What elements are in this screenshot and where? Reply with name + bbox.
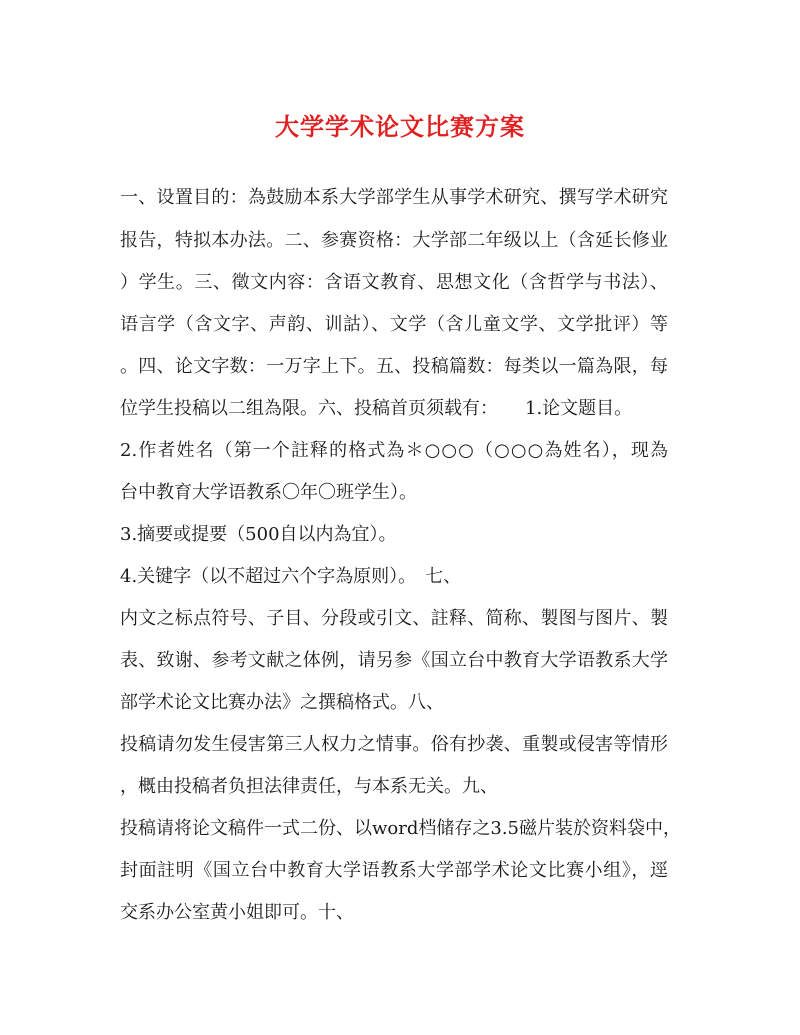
- paragraph-line: ）学生。三、徵文内容：含语文教育、思想文化（含哲学与书法）、: [120, 272, 668, 293]
- paragraph-line: 投稿请勿发生侵害第三人权力之情事。俗有抄袭、重製或侵害等情形: [120, 734, 668, 755]
- list-item-line: 2.作者姓名（第一个註释的格式為＊○○○（○○○為姓名），现為: [120, 440, 668, 461]
- document-title: 大学学术论文比赛方案: [275, 112, 525, 141]
- paragraph-line: 。四、论文字数：一万字上下。五、投稿篇数：每类以一篇為限，每: [120, 356, 668, 377]
- paragraph-line: 封面註明《国立台中教育大学语教系大学部学术论文比赛小组》，逕: [120, 860, 668, 881]
- paragraph-line: 一、设置目的：為鼓励本系大学部学生从事学术研究、撰写学术研究: [120, 187, 668, 208]
- paragraph-line: 表、致谢、参考文献之体例，请另参《国立台中教育大学语教系大学: [120, 650, 668, 671]
- paragraph-line: ，概由投稿者负担法律责任，与本系无关。九、: [120, 776, 498, 797]
- list-item-line: 台中教育大学语教系〇年〇班学生）。: [120, 482, 417, 503]
- paragraph-line: 部学术论文比赛办法》之撰稿格式。八、: [120, 692, 444, 713]
- paragraph-line: 投稿请将论文稿件一式二份、以word档储存之3.5磁片装於资料袋中，: [120, 818, 681, 839]
- paragraph-line: 语言学（含文字、声韵、训詁）、文学（含儿童文学、文学批评）等: [120, 314, 668, 335]
- paragraph-line: 交系办公室黄小姐即可。十、: [120, 902, 354, 923]
- paragraph-line: 报告，特拟本办法。二、参赛资格：大学部二年级以上（含延长修业: [120, 230, 668, 251]
- paragraph-line: 位学生投稿以二组為限。六、投稿首页须载有： 1.论文题目。: [120, 398, 633, 419]
- list-item-line: 3.摘要或提要（500自以内為宜）。: [120, 524, 397, 545]
- paragraph-line: 内文之标点符号、子目、分段或引文、註释、简称、製图与图片、製: [120, 608, 668, 629]
- list-item-line: 4.关键字（以不超过六个字為原则）。 七、: [120, 566, 462, 587]
